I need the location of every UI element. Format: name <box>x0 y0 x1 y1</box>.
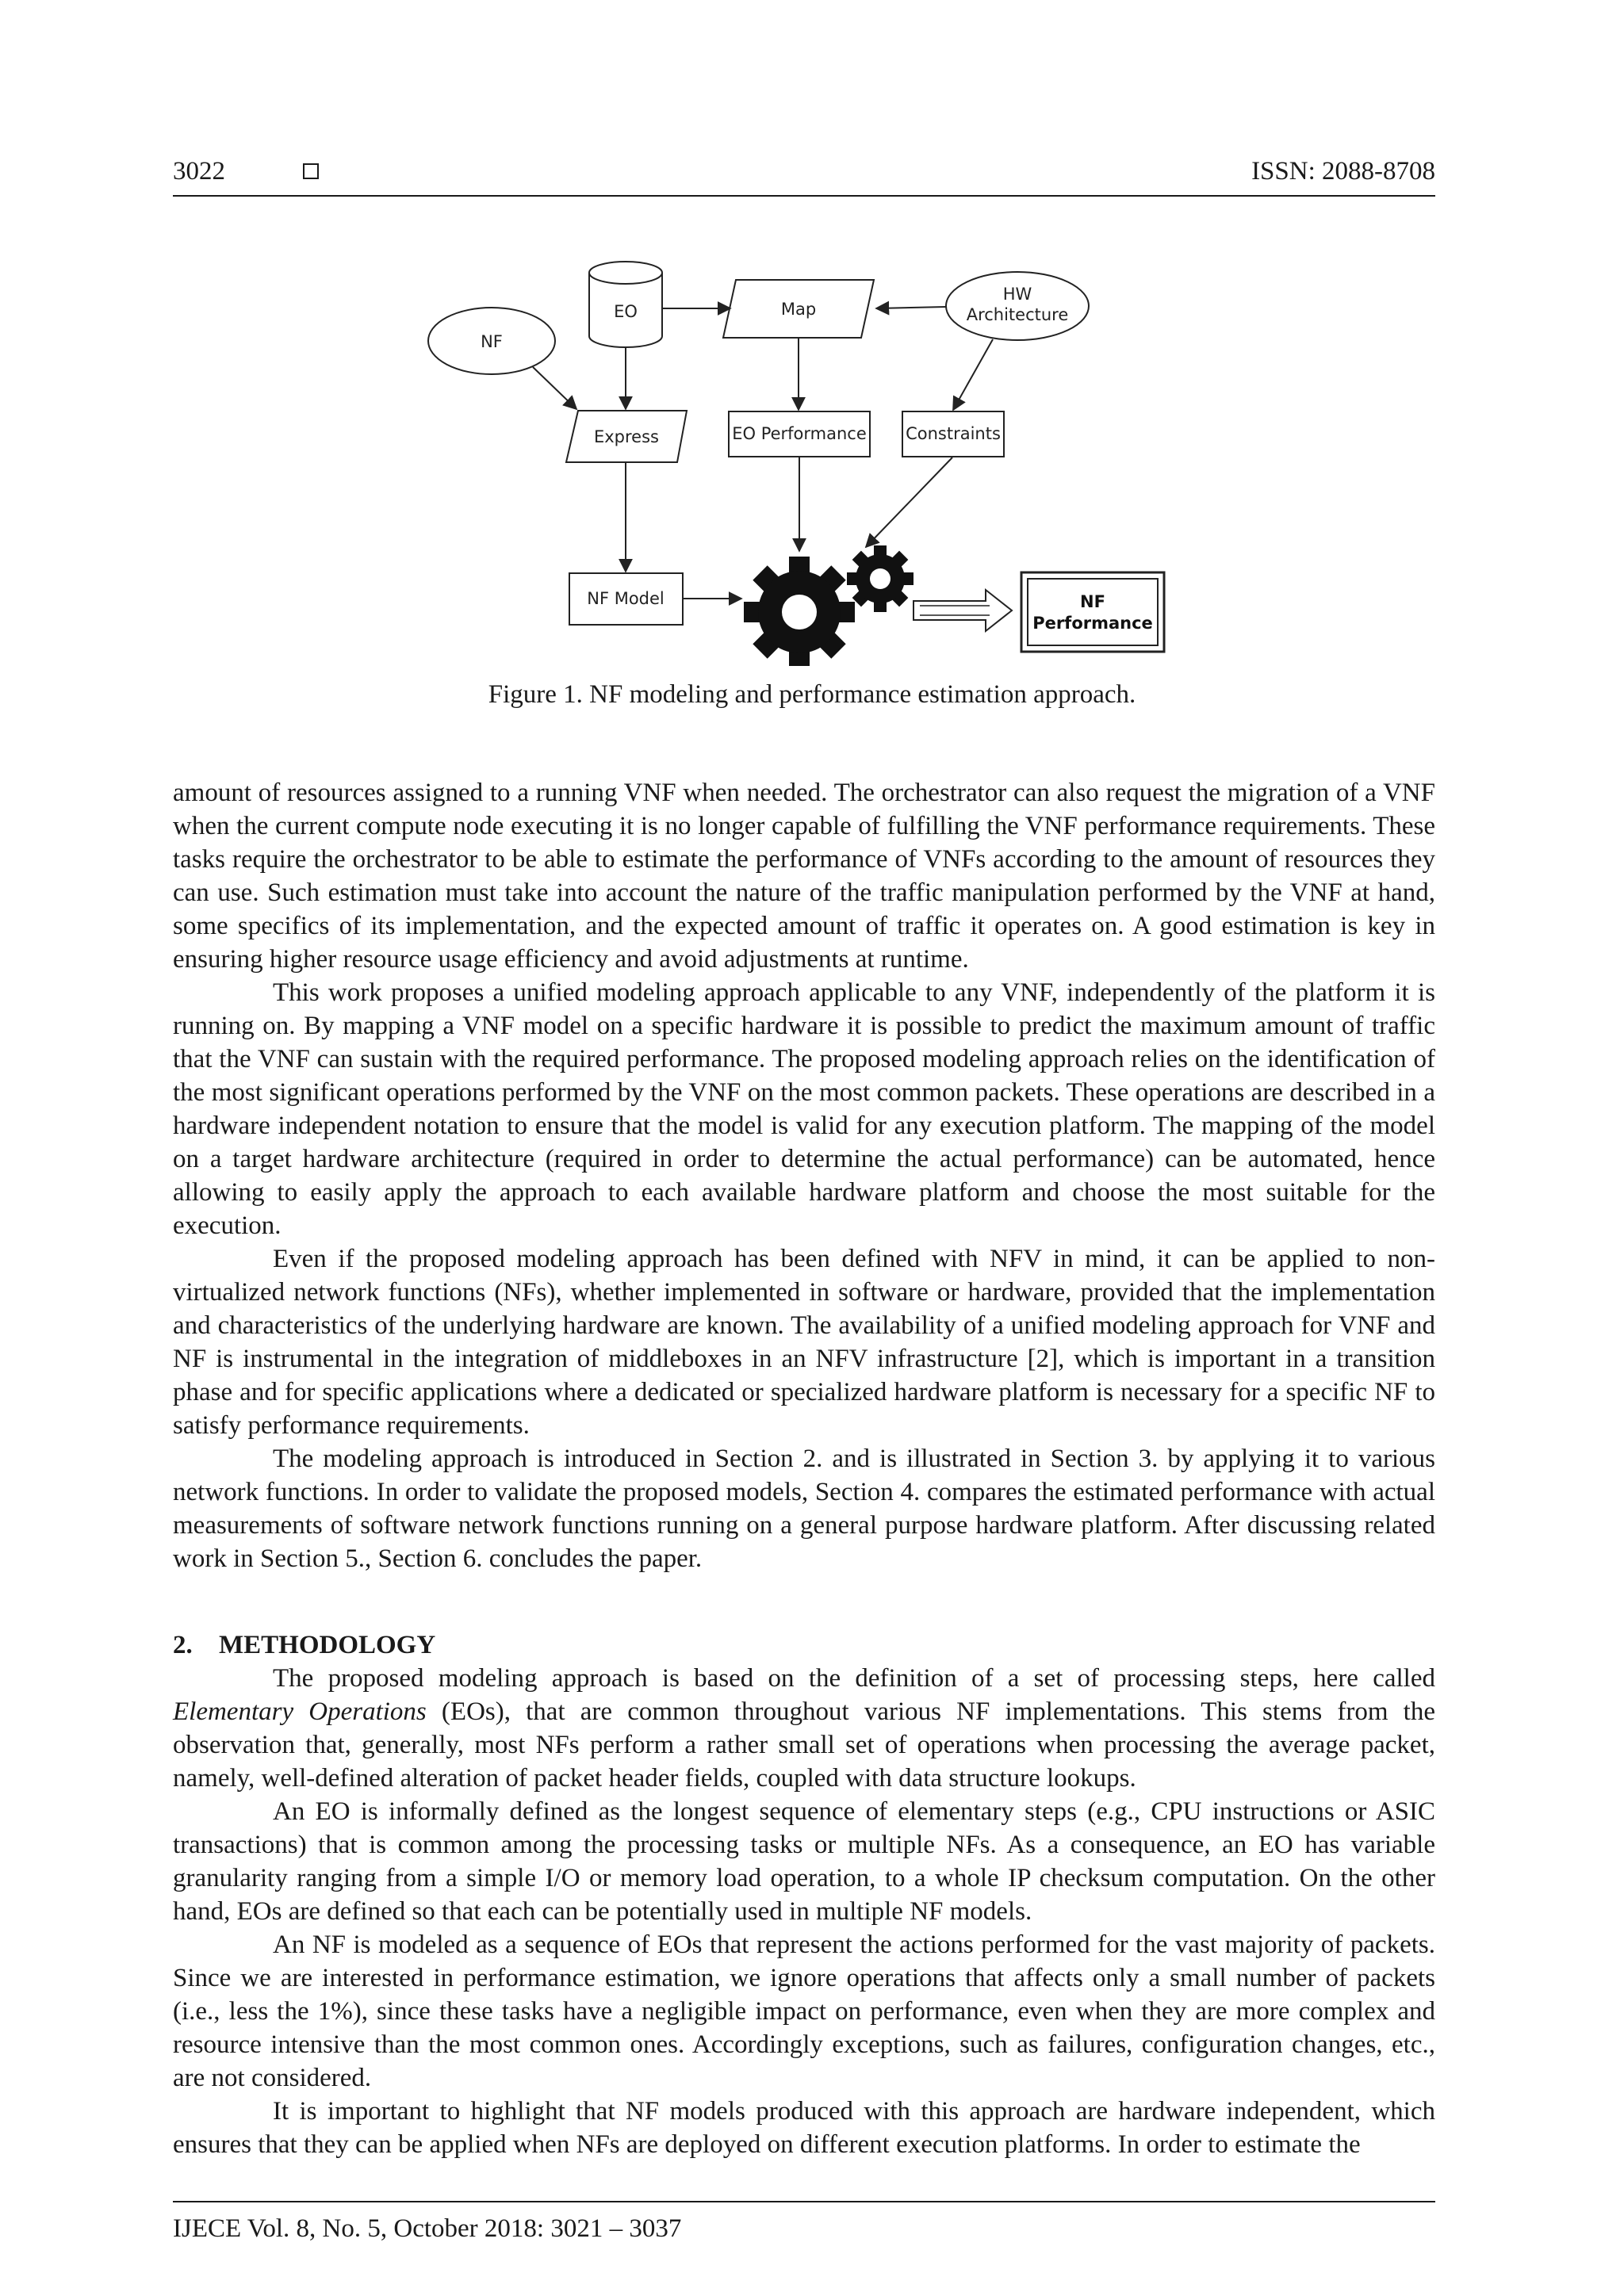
paragraph: Even if the proposed modeling approach has been defined with NFV in mind, it can be applied to non-virtualized network functions (NFs), whether implemented in software or hardware, provided that the implementation and characteristics of the underlying hardware are known. The availability of a unified modeling approach for VNF and NF is instrumental in the integration of middleboxes in an NFV infrastructure [2], which is important in a transition phase and for specific applications where a dedicated or specialized hardware platform is necessary for a specific NF to satisfy performance requirements. <box>173 1245 1435 1440</box>
section-title-text: METHODOLOGY <box>219 1631 436 1659</box>
journal-issn: ISSN: 2088-8708 <box>1251 157 1435 186</box>
footer-citation: IJECE Vol. 8, No. 5, October 2018: 3021 – 3037 <box>173 2214 682 2243</box>
node-nf <box>428 308 555 374</box>
node-nf-performance <box>1021 572 1164 652</box>
node-hw-label-2: Architecture <box>966 305 1069 324</box>
paragraph: It is important to highlight that NF models produced with this approach are hardware independent, which ensures that they can be applied when NFs are deployed on different execution platforms. In order to estimate the <box>173 2097 1435 2159</box>
node-map <box>723 280 874 338</box>
node-constraints <box>902 411 1004 457</box>
node-nf-perf-label-2: Performance <box>1032 614 1153 633</box>
arrow-hw-constraints <box>953 339 993 410</box>
header-square-icon <box>303 163 319 179</box>
node-map-label: Map <box>780 300 817 319</box>
hollow-arrow-icon <box>914 590 1012 631</box>
node-eo-label: EO <box>614 302 638 321</box>
paragraph-text: (EOs), that are common throughout various NF implementations. This stems from the observation that, generally, most NFs perform a rather small set of operations when processing the average packet, namely, well-defined alteration of packet header fields, coupled with data structure lookups. <box>173 1697 1435 1793</box>
arrow-nf-express <box>533 367 576 409</box>
node-hw-architecture <box>946 272 1089 340</box>
node-express <box>566 411 687 462</box>
paragraph <box>173 1662 1435 1795</box>
node-constraints-label: Constraints <box>906 424 1001 443</box>
section-number: 2. <box>173 1631 193 1659</box>
paragraph: An EO is informally defined as the longest sequence of elementary steps (e.g., CPU instructions or ASIC transactions) that is common among the processing tasks or multiple NFs. As a consequence, an EO has variable granularity ranging from a simple I/O or memory load operation, to a whole IP checksum computation. On the other hand, EOs are defined so that each can be potentially used in multiple NF models. <box>173 1797 1435 1926</box>
node-eo <box>589 262 662 347</box>
paragraph: An NF is modeled as a sequence of EOs that represent the actions performed for the vast majority of packets. Since we are interested in performance estimation, we ignore operations that affects only a small number of packets (i.e., less the 1%), since these tasks have a negligible impact on performance, even when they are more complex and resource intensive than the most common ones. Accordingly exceptions, such as failures, configuration changes, etc., are not considered. <box>173 1931 1435 2092</box>
node-nf-model <box>569 573 683 625</box>
node-hw-label-1: HW <box>1002 285 1032 304</box>
node-nf-model-label: NF Model <box>587 589 665 608</box>
arrow-constraints-gears <box>866 457 952 547</box>
figure-1-diagram <box>412 254 1205 666</box>
node-nf-perf-label-1: NF <box>1080 592 1105 611</box>
figure-caption: Figure 1. NF modeling and performance estimation approach. <box>488 680 1136 709</box>
paragraph: amount of resources assigned to a running VNF when needed. The orchestrator can also request the migration of a VNF when the current compute node executing it is no longer capable of fulfilling the VNF performance requirements. These tasks require the orchestrator to be able to estimate the performance of VNFs according to the amount of resources they can use. Such estimation must take into account the nature of the traffic manipulation performed by the VNF at hand, some specifics of its implementation, and the expected amount of traffic it operates on. A good estimation is key in ensuring higher resource usage efficiency and avoid adjustments at runtime. <box>173 779 1435 974</box>
node-nf-label: NF <box>481 332 503 351</box>
footer-rule <box>173 2201 1435 2202</box>
section-heading <box>173 1628 435 1662</box>
intro-text <box>173 776 1435 1575</box>
node-express-label: Express <box>593 427 660 446</box>
term-italic: Elementary Operations <box>173 1697 427 1726</box>
paragraph: This work proposes a unified modeling approach applicable to any VNF, independently of the platform it is running on. By mapping a VNF model on a specific hardware it is possible to predict the maximum amount of traffic that the VNF can sustain with the required performance. The proposed modeling approach relies on the identification of the most significant operations performed by the VNF on the most common packets. These operations are described in a hardware independent notation to ensure that the model is valid for any execution platform. The mapping of the model on a target hardware architecture (required in order to determine the actual performance) can be automated, hence allowing to easily apply the approach to each available hardware platform and choose the most suitable for the execution. <box>173 978 1435 1240</box>
node-eo-performance <box>729 411 870 457</box>
page-number: 3022 <box>173 157 225 186</box>
methodology-text <box>173 1662 1435 2161</box>
paragraph-text: The proposed modeling approach is based on the definition of a set of processing steps, here called <box>273 1664 1435 1693</box>
header-rule <box>173 195 1435 197</box>
arrow-hw-map <box>876 307 946 308</box>
node-eo-performance-label: EO Performance <box>732 424 867 443</box>
small-gear-icon <box>847 545 914 612</box>
paragraph: The modeling approach is introduced in Section 2. and is illustrated in Section 3. by applying it to various network functions. In order to validate the proposed models, Section 4. compares the estimated performance with actual measurements of software network functions running on a general purpose hardware platform. After discussing related work in Section 5., Section 6. concludes the paper. <box>173 1445 1435 1573</box>
large-gear-icon <box>744 557 855 666</box>
